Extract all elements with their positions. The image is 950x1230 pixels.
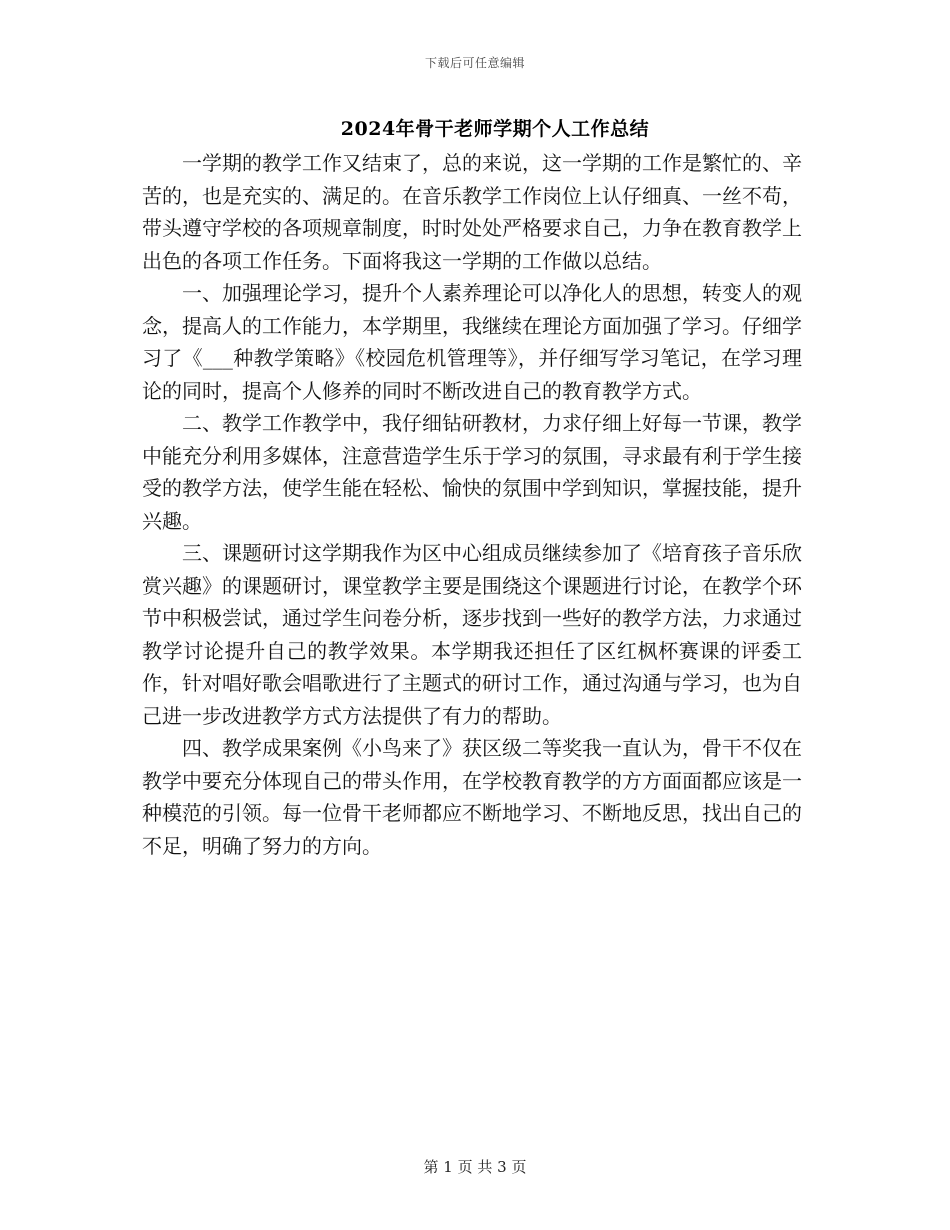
paragraph-research: 三、课题研讨这学期我作为区中心组成员继续参加了《培育孩子音乐欣赏兴趣》的课题研讨，课堂教学主要是围绕这个课题进行讨论，在教学个环节中积极尝试，通过学生问卷分析，逐步找到一些好的教学方法，力求通过教学讨论提升自己的教学效果。本学期我还担任了区红枫杯赛课的评委工作，针对唱好歌会唱歌进行了主题式的研讨工作，通过沟通与学习，也为自己进一步改进教学方式方法提供了有力的帮助。 [142, 541, 802, 728]
paragraph-intro: 一学期的教学工作又结束了，总的来说，这一学期的工作是繁忙的、辛苦的，也是充实的、满足的。在音乐教学工作岗位上认仔细真、一丝不苟，带头遵守学校的各项规章制度，时时处处严格要求自己，力争在教育教学上出色的各项工作任务。下面将我这一学期的工作做以总结。 [142, 151, 802, 273]
document-title: 2024年骨干老师学期个人工作总结 [340, 118, 650, 140]
paragraph-teaching-work: 二、教学工作教学中，我仔细钻研教材，力求仔细上好每一节课，教学中能充分利用多媒体，注意营造学生乐于学习的氛围，寻求最有利于学生接受的教学方法，使学生能在轻松、愉快的氛围中学到知识，掌握技能，提升兴趣。 [142, 411, 802, 533]
paragraph-achievements: 四、教学成果案例《小鸟来了》获区级二等奖我一直认为，骨干不仅在教学中要充分体现自己的带头作用，在学校教育教学的方方面面都应该是一种模范的引领。每一位骨干老师都应不断地学习、不断地反思，找出自己的不足，明确了努力的方向。 [142, 736, 802, 858]
header-note: 下载后可任意编辑 [424, 56, 525, 70]
paragraph-theory-study: 一、加强理论学习，提升个人素养理论可以净化人的思想，转变人的观念，提高人的工作能力，本学期里，我继续在理论方面加强了学习。仔细学习了《___种教学策略》《校园危机管理等》，并仔细写学习笔记，在学习理论的同时，提高个人修养的同时不断改进自己的教育教学方式。 [142, 281, 802, 403]
document-body [142, 147, 802, 862]
page-number: 第 1 页 共 3 页 [423, 1158, 527, 1176]
